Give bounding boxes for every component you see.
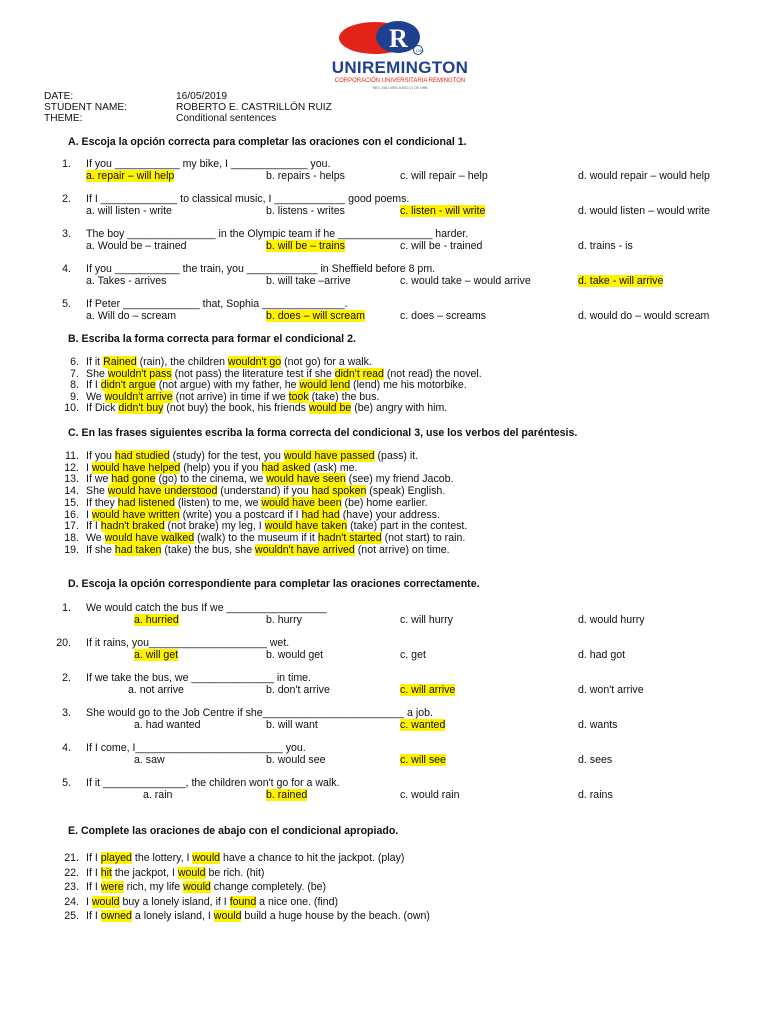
answer-option: a. rain — [143, 789, 173, 801]
answer-highlight: would have been — [261, 496, 342, 509]
answer-option: c. will see — [400, 754, 446, 766]
sentence-part: (not argue) with my father, he — [155, 379, 300, 392]
question-text: If you ___________ the train, you ____________ in Sheffield before 8 pm. — [86, 263, 436, 275]
uniremington-emblem-icon — [280, 16, 520, 102]
sentence-number: 16. — [64, 508, 79, 521]
answer-highlight: would — [213, 910, 242, 923]
svg-text:1915: 1915 — [415, 48, 424, 53]
question-number: 3. — [62, 707, 71, 719]
sentence-part: If I — [86, 379, 101, 392]
answer-highlight: played — [100, 852, 132, 864]
sentence-number: 19. — [64, 543, 79, 556]
answer-option: b. does – will scream — [266, 310, 365, 322]
sentence-part: (not brake) my leg, I — [164, 520, 265, 533]
answer-option: c. listen - will write — [400, 205, 486, 217]
question-text: She would go to the Job Centre if she________________________ a job. — [86, 707, 433, 719]
sentence-part: If she — [86, 543, 115, 556]
sentence-part: We — [86, 531, 105, 544]
question-number: 3. — [62, 228, 71, 240]
answer-option: b. would get — [266, 649, 324, 661]
answer-highlight: had listened — [117, 496, 175, 509]
answer-highlight: had spoken — [311, 485, 367, 498]
sentence-number: 13. — [64, 473, 79, 486]
sentence-part: I — [86, 508, 92, 521]
answer-option: d. rains — [578, 789, 613, 801]
answer-option: a. saw — [134, 754, 165, 766]
sentence-part: If they — [86, 496, 118, 509]
sentence-part: If I — [86, 866, 101, 879]
sentence-part: (see) my friend Jacob. — [345, 473, 454, 486]
question-text: The boy _______________ in the Olympic team if he ________________ harder. — [86, 228, 469, 240]
sentence-number: 9. — [70, 390, 79, 403]
answer-option: c. will repair – help — [400, 170, 488, 182]
answer-highlight: would — [192, 852, 221, 864]
answer-option: d. would do – would scream — [578, 310, 710, 322]
answer-option: a. will get — [134, 649, 179, 661]
sentence-part: (have) your address. — [339, 508, 440, 521]
sentence-text — [86, 544, 450, 556]
sentence-number: 10. — [64, 402, 79, 415]
sentence-number: 17. — [64, 520, 79, 533]
answer-option: d. sees — [578, 754, 613, 766]
answer-option: a. Would be – trained — [86, 240, 187, 252]
sentence-number: 22. — [64, 866, 79, 879]
logo-tiny: RES. 2661 MEN JUNIO 21 DE 1996 — [372, 86, 428, 90]
sentence-part: (be) home earlier. — [341, 496, 428, 509]
sentence-part: If I — [86, 520, 101, 533]
sentence-number: 11. — [65, 450, 79, 462]
answer-option: a. will listen - write — [86, 205, 172, 217]
answer-option: c. will hurry — [400, 614, 453, 626]
sentence-part: (pass) it. — [374, 450, 419, 462]
answer-highlight: hadn't started — [317, 531, 382, 544]
sentence-text — [86, 473, 453, 485]
header-theme: THEME: Conditional sentences — [44, 113, 277, 124]
answer-highlight: had taken — [114, 543, 162, 556]
header-date: DATE: 16/05/2019 — [44, 91, 227, 102]
question-text: If it ______________, the children won't go for a walk. — [86, 777, 340, 789]
sentence-part: have a chance to hit the jackpot. (play) — [220, 852, 405, 864]
question-text: If it rains, you____________________ wet. — [86, 637, 290, 649]
answer-option: c. would take – would arrive — [400, 275, 531, 287]
sentence-part: If I — [86, 852, 101, 864]
answer-highlight: wouldn't pass — [107, 367, 172, 380]
answer-option: c. wanted — [400, 719, 446, 731]
sentence-part: (not pass) the literature test if she — [171, 367, 335, 380]
section-a-heading: A. Escoja la opción correcta para completar las oraciones con el condicional 1. — [68, 136, 467, 148]
answer-highlight: didn't buy — [118, 402, 164, 415]
answer-highlight: found — [229, 895, 257, 908]
answer-highlight: would have written — [91, 508, 180, 521]
question-text: If I come, I_________________________ you. — [86, 742, 306, 754]
sentence-part: If it — [86, 356, 104, 368]
answer-highlight: wouldn't go — [227, 356, 282, 368]
sentence-part: (walk) to the museum if it — [194, 531, 318, 544]
answer-option: d. would repair – would help — [578, 170, 710, 182]
sentence-part: be rich. (hit) — [205, 866, 265, 879]
answer-option: d. trains - is — [578, 240, 633, 252]
answer-highlight: would have taken — [264, 520, 348, 533]
answer-option: d. take - will arrive — [578, 275, 664, 287]
sentence-part: We — [86, 390, 105, 403]
sentence-part: If you — [86, 450, 115, 462]
answer-option: d. wants — [578, 719, 618, 731]
sentence-part: (not start) to rain. — [381, 531, 466, 544]
sentence-text — [86, 881, 326, 893]
answer-option: b. repairs - helps — [266, 170, 345, 182]
question-text: If Peter _____________ that, Sophia ______________. — [86, 298, 348, 310]
answer-highlight: had had — [301, 508, 340, 521]
sentence-text — [86, 509, 440, 521]
logo-brand: UNIREMINGTON — [331, 58, 469, 77]
question-number: 1. — [62, 602, 71, 614]
sentence-text — [86, 896, 338, 908]
question-number: 5. — [62, 298, 71, 310]
answer-option: d. won't arrive — [578, 684, 644, 696]
answer-option: a. repair – will help — [86, 170, 175, 182]
sentence-part: If we — [86, 473, 112, 486]
logo-subtitle: CORPORACIÓN UNIVERSITARIA REMINGTON — [334, 78, 466, 84]
answer-highlight: would — [177, 866, 206, 879]
answer-highlight: didn't argue — [100, 379, 156, 392]
answer-option: b. don't arrive — [266, 684, 330, 696]
sentence-part: (ask) me. — [310, 461, 358, 474]
sentence-part: (take) part in the contest. — [347, 520, 468, 533]
answer-highlight: hit — [100, 866, 112, 879]
sentence-part: (not go) for a walk. — [281, 356, 372, 368]
answer-option: c. would rain — [400, 789, 460, 801]
sentence-part: (be) angry with him. — [351, 402, 448, 415]
sentence-part: (rain), the children — [136, 356, 228, 368]
sentence-part: (take) the bus, she — [161, 543, 256, 556]
section-b-heading: B. Escriba la forma correcta para formar el condicional 2. — [68, 333, 356, 345]
question-number: 2. — [62, 193, 71, 205]
header-student-name: STUDENT NAME: ROBERTO E. CASTRILLÓN RUIZ — [44, 102, 332, 113]
sentence-text — [86, 462, 358, 474]
sentence-part: (not arrive) in time if we — [172, 390, 289, 403]
sentence-part: (understand) if you — [217, 485, 312, 498]
answer-highlight: would — [183, 881, 211, 894]
sentence-part: (write) you a postcard if I — [179, 508, 302, 521]
question-number: 4. — [62, 263, 71, 275]
answer-option: d. had got — [578, 649, 626, 661]
sentence-part: a nice one. (find) — [256, 895, 339, 908]
question-text: If we take the bus, we ______________ in time. — [86, 672, 311, 684]
answer-highlight: would be — [308, 402, 352, 415]
sentence-part: (not arrive) on time. — [354, 543, 450, 556]
answer-highlight: would have understood — [107, 485, 218, 498]
question-number: 20. — [56, 637, 71, 649]
sentence-text — [86, 520, 467, 532]
answer-option: b. will take –arrive — [266, 275, 351, 287]
answer-option: b. rained — [266, 789, 308, 801]
answer-option: b. will be – trains — [266, 240, 345, 252]
sentence-text — [86, 402, 447, 414]
section-d-heading: D. Escoja la opción correspondiente para completar las oraciones correctamente. — [68, 578, 480, 590]
sentence-part: (study) for the test, you — [169, 450, 284, 462]
sentence-part: (go) to the cinema, we — [155, 473, 267, 486]
section-e-heading: E. Complete las oraciones de abajo con el condicional apropiado. — [68, 825, 399, 837]
sentence-part: (help) you if you — [180, 461, 262, 474]
answer-highlight: would have helped — [91, 461, 181, 474]
sentence-part: build a huge house by the beach. (own) — [241, 910, 430, 923]
sentence-part: She — [86, 485, 108, 498]
answer-option: a. not arrive — [128, 684, 184, 696]
sentence-number: 12. — [64, 461, 79, 474]
svg-text:R: R — [389, 24, 408, 53]
sentence-part: (not buy) the book, his friends — [163, 402, 309, 415]
sentence-text — [86, 910, 430, 922]
sentence-number: 24. — [64, 895, 79, 908]
sentence-text — [86, 379, 467, 391]
answer-highlight: had gone — [111, 473, 156, 486]
sentence-part: (not read) the novel. — [383, 367, 482, 380]
answer-highlight: would have passed — [283, 450, 375, 462]
answer-highlight: Rained — [103, 356, 137, 368]
sentence-part: If I — [86, 910, 101, 923]
answer-highlight: wouldn't arrive — [104, 390, 173, 403]
answer-option: b. would see — [266, 754, 326, 766]
section-c-heading: C. En las frases siguientes escriba la forma correcta del condicional 3, use los verbos del paréntesis. — [68, 427, 578, 439]
sentence-part: (take) the bus. — [308, 390, 380, 403]
answer-option: b. hurry — [266, 614, 302, 626]
answer-option: a. Takes - arrives — [86, 275, 167, 287]
sentence-number: 8. — [70, 379, 79, 392]
sentence-text — [86, 368, 482, 380]
sentence-text — [86, 867, 264, 879]
sentence-part: (speak) English. — [366, 485, 446, 498]
sentence-number: 15. — [64, 496, 79, 509]
sentence-number: 7. — [70, 367, 79, 380]
answer-option: c. get — [400, 649, 426, 661]
answer-highlight: would have walked — [104, 531, 195, 544]
answer-highlight: would have seen — [266, 473, 346, 486]
answer-highlight: had asked — [261, 461, 311, 474]
sentence-text — [86, 852, 404, 864]
question-number: 1. — [62, 158, 71, 170]
sentence-part: (lend) me his motorbike. — [350, 379, 467, 392]
question-number: 4. — [62, 742, 71, 754]
sentence-part: rich, my life — [123, 881, 184, 894]
sentence-part: the lottery, I — [131, 852, 193, 864]
sentence-part: change completely. (be) — [210, 881, 327, 894]
answer-highlight: took — [288, 390, 309, 403]
sentence-number: 25. — [64, 910, 79, 923]
answer-option: a. hurried — [134, 614, 179, 626]
sentence-part: If Dick — [86, 402, 119, 415]
answer-option: c. will arrive — [400, 684, 456, 696]
sentence-part: I — [86, 461, 92, 474]
answer-highlight: owned — [100, 910, 132, 923]
answer-option: a. had wanted — [134, 719, 201, 731]
answer-highlight: would — [91, 895, 120, 908]
sentence-part: If I — [86, 881, 101, 894]
sentence-part: the jackpot, I — [111, 866, 178, 879]
sentence-text — [86, 532, 465, 544]
university-logo — [280, 16, 520, 102]
sentence-text — [86, 497, 428, 509]
sentence-number: 21. — [64, 852, 79, 864]
answer-option: d. would listen – would write — [578, 205, 710, 217]
answer-option: c. will be - trained — [400, 240, 483, 252]
question-number: 2. — [62, 672, 71, 684]
sentence-text — [86, 485, 445, 497]
sentence-part: buy a lonely island, if I — [119, 895, 230, 908]
answer-option: b. listens - writes — [266, 205, 345, 217]
sentence-part: a lonely island, I — [131, 910, 214, 923]
answer-option: a. Will do – scream — [86, 310, 177, 322]
answer-highlight: would lend — [299, 379, 351, 392]
sentence-text — [86, 356, 372, 368]
sentence-part: I — [86, 895, 92, 908]
answer-highlight: didn't read — [334, 367, 384, 380]
question-text: If you ___________ my bike, I _____________ you. — [86, 158, 331, 170]
sentence-part: She — [86, 367, 108, 380]
sentence-text — [86, 391, 379, 403]
question-number: 5. — [62, 777, 71, 789]
answer-option: d. would hurry — [578, 614, 645, 626]
question-text: If I _____________ to classical music, I ____________ good poems. — [86, 193, 410, 205]
sentence-part: (listen) to me, we — [174, 496, 262, 509]
answer-highlight: were — [100, 881, 124, 894]
sentence-number: 14. — [64, 485, 79, 498]
sentence-text — [86, 450, 418, 462]
sentence-number: 6. — [70, 356, 79, 368]
answer-option: c. does – screams — [400, 310, 486, 322]
answer-highlight: wouldn't have arrived — [255, 543, 355, 556]
question-text: We would catch the bus If we _________________ — [86, 602, 327, 614]
answer-highlight: had studied — [114, 450, 170, 462]
sentence-number: 23. — [64, 881, 79, 894]
answer-option: b. will want — [266, 719, 318, 731]
answer-highlight: hadn't braked — [100, 520, 165, 533]
sentence-number: 18. — [64, 531, 79, 544]
